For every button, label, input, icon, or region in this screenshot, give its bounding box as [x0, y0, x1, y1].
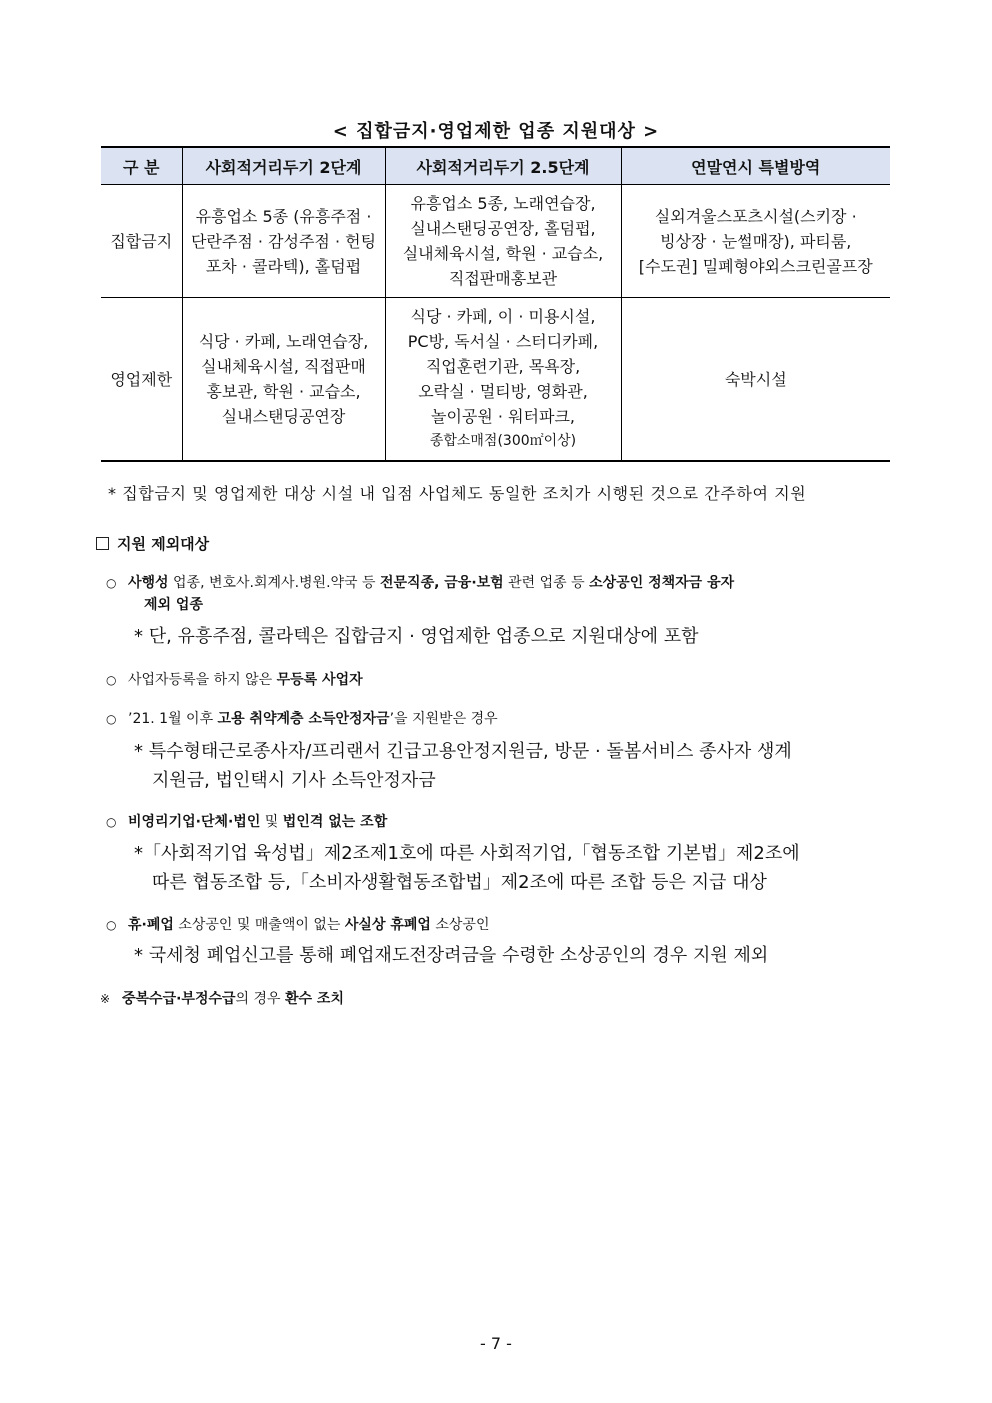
- sub-note-line: *「사회적기업 육성법」제2조제1호에 따른 사회적기업,「협동조합 기본법」제2조에: [134, 843, 800, 864]
- cell-line: 유흥업소 5종, 노래연습장,: [410, 194, 596, 213]
- item-text: 제외 업종: [144, 597, 203, 613]
- sub-note: * 국세청 폐업신고를 통해 폐업재도전장려금을 수령한 소상공인의 경우 지원 제외: [134, 945, 769, 966]
- cell-line: 종합소매점(300㎡이상): [429, 433, 577, 449]
- item-text: 및: [260, 814, 283, 830]
- item-text: ’21. 1월 이후: [128, 711, 218, 727]
- sub-note: [134, 839, 898, 897]
- circle-bullet-icon: ○: [106, 673, 117, 687]
- cell-line: 실내스탠딩공연장: [221, 407, 346, 426]
- item-text: 관련 업종 등: [503, 575, 590, 591]
- table-cell: [182, 185, 385, 298]
- cell-line: 실내스탠딩공연장, 홀덤펍,: [410, 219, 596, 238]
- table-cell: [621, 185, 890, 298]
- header-holiday: 연말연시 특별방역: [621, 147, 890, 185]
- item-text: 휴·폐업: [128, 917, 174, 933]
- item-text: 업종, 변호사.회계사.병원.약국 등: [168, 575, 380, 591]
- row-label-restrict: 영업제한: [101, 298, 182, 462]
- section-heading: [96, 533, 209, 554]
- sub-note-line: * 특수형태근로종사자/프리랜서 긴급고용안정지원금, 방문 · 돌봄서비스 종사자 생계: [134, 741, 792, 762]
- item-text: 전문직종, 금융·보험: [380, 575, 504, 591]
- table-cell: [385, 298, 621, 462]
- item-text: 소상공인 및 매출액이 없는: [173, 917, 345, 933]
- reference-mark-icon: ※: [100, 992, 111, 1006]
- item-text: 사실상 휴폐업: [344, 917, 431, 933]
- item-text: 비영리기업·단체·법인: [128, 814, 261, 830]
- cell-line: 포차 · 콜라텍), 홀덤펍: [205, 256, 362, 276]
- cell-line: 직접판매홍보관: [448, 269, 558, 288]
- table-footnote: * 집합금지 및 영업제한 대상 시설 내 입점 사업체도 동일한 조치가 시행된 것으로 간주하여 지원: [108, 484, 807, 503]
- cell-line: 오락실 · 멀티방, 영화관,: [418, 382, 588, 401]
- cell-line: 유흥업소 5종 (유흥주점 ·: [195, 206, 372, 226]
- table-row: [101, 185, 890, 298]
- cell-line: 실내체육시설, 학원 · 교습소,: [402, 244, 604, 263]
- cell-line: 빙상장 · 눈썰매장), 파티룸,: [660, 231, 852, 251]
- cell-line: PC방, 독서실 · 스터디카페,: [407, 332, 599, 351]
- table-cell: [385, 185, 621, 298]
- item-text: 소상공인: [430, 917, 490, 933]
- sub-note: * 단, 유흥주점, 콜라텍은 집합금지 · 영업제한 업종으로 지원대상에 포함: [134, 626, 699, 647]
- item-text: 환수 조치: [285, 991, 344, 1007]
- cell-line: 단란주점 · 감성주점 · 헌팅: [190, 231, 377, 251]
- row-label-ban: 집합금지: [101, 185, 182, 298]
- table-cell: [182, 298, 385, 462]
- support-target-table: [101, 146, 890, 462]
- list-item: [106, 708, 898, 730]
- section-title: 지원 제외대상: [117, 535, 210, 553]
- header-category: 구 분: [101, 147, 182, 185]
- table-title: < 집합금지·영업제한 업종 지원대상 >: [332, 121, 660, 142]
- circle-bullet-icon: ○: [106, 918, 117, 932]
- table-row: [101, 298, 890, 462]
- list-item: [106, 914, 898, 936]
- item-text: 중복수급·부정수급: [122, 991, 236, 1007]
- cell-line: 숙박시설: [724, 369, 787, 389]
- cell-line: 실내체육시설, 직접판매: [201, 357, 366, 376]
- cell-line: 식당 · 카페, 이 · 미용시설,: [410, 307, 596, 326]
- sub-note: [134, 737, 898, 795]
- sub-note-line: 지원금, 법인택시 기사 소득안정자금: [152, 770, 436, 791]
- sub-note-line: 따른 협동조합 등,「소비자생활협동조합법」제2조에 따른 조합 등은 지급 대상: [152, 872, 767, 893]
- circle-bullet-icon: ○: [106, 712, 117, 726]
- item-text: 법인격 없는 조합: [282, 814, 388, 830]
- list-item: [106, 811, 898, 833]
- header-stage2: 사회적거리두기 2단계: [182, 147, 385, 185]
- list-item: [106, 669, 898, 691]
- item-text: 사업자등록을 하지 않은: [128, 672, 277, 688]
- item-text: 무등록 사업자: [276, 672, 363, 688]
- item-text: ’을 지원받은 경우: [389, 711, 498, 727]
- circle-bullet-icon: ○: [106, 576, 117, 590]
- circle-bullet-icon: ○: [106, 815, 117, 829]
- header-stage25: 사회적거리두기 2.5단계: [385, 147, 621, 185]
- item-text: 고용 취약계층 소득안정자금: [217, 711, 390, 727]
- cell-line: 직업훈련기관, 목욕장,: [425, 357, 581, 376]
- list-item: [106, 572, 898, 616]
- page-number: - 7 -: [480, 1334, 512, 1353]
- cell-line: 실외겨울스포츠시설(스키장 ·: [654, 206, 857, 226]
- cell-line: [수도권] 밀폐형야외스크린골프장: [638, 256, 873, 276]
- item-text: 의 경우: [235, 991, 285, 1007]
- cell-line: 놀이공원 · 워터파크,: [431, 407, 575, 426]
- checkbox-square-icon: [96, 537, 109, 550]
- cell-line: 식당 · 카페, 노래연습장,: [198, 332, 369, 351]
- table-cell: [621, 298, 890, 462]
- item-text: 소상공인 정책자금 융자: [589, 575, 735, 591]
- table-header-row: [101, 147, 890, 185]
- cell-line: 홍보관, 학원 · 교습소,: [206, 382, 361, 401]
- list-item: [100, 988, 892, 1010]
- item-text: 사행성: [128, 575, 169, 591]
